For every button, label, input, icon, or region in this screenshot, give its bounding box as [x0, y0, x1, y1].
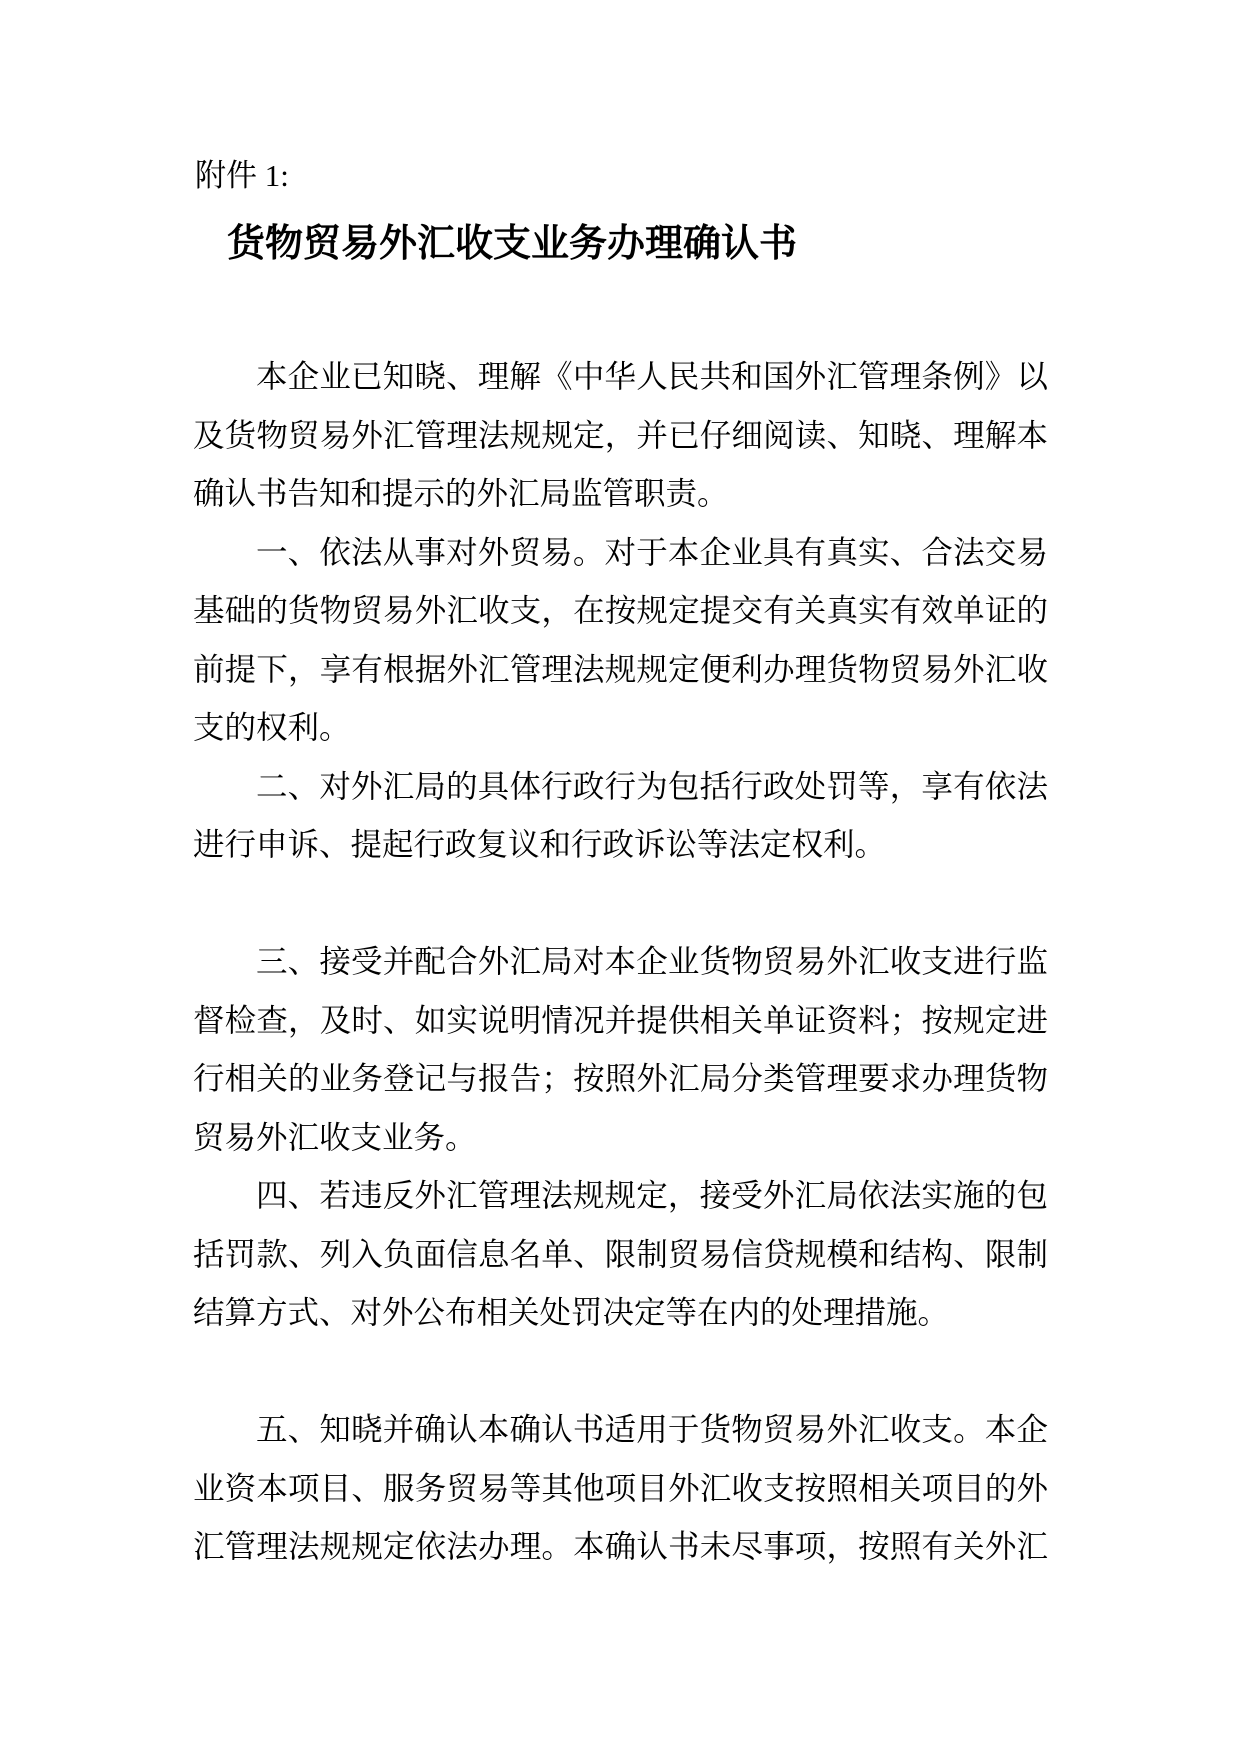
paragraph-line: 贸易外汇收支业务。 — [193, 1119, 477, 1155]
paragraph-line: 汇管理法规规定依法办理。本确认书未尽事项，按照有关外汇 — [193, 1529, 1048, 1564]
document-title: 货物贸易外汇收支业务办理确认书 — [227, 223, 798, 265]
paragraph-line: 二、对外汇局的具体行政行为包括行政处罚等，享有依法 — [256, 768, 1048, 804]
paragraph — [193, 933, 1048, 1167]
paragraph — [193, 348, 1048, 524]
paragraph-line: 三、接受并配合外汇局对本企业货物贸易外汇收支进行监 — [256, 944, 1048, 979]
paragraph-line: 及货物贸易外汇管理法规规定，并已仔细阅读、知晓、理解本 — [193, 417, 1048, 453]
document-body — [193, 348, 1048, 1577]
paragraph-line: 基础的货物贸易外汇收支，在按规定提交有关真实有效单证的 — [193, 593, 1048, 628]
paragraph-line: 结算方式、对外公布相关处罚决定等在内的处理措施。 — [193, 1295, 950, 1330]
paragraph-line: 一、依法从事对外贸易。对于本企业具有真实、合法交易 — [256, 534, 1048, 570]
paragraph-line: 本企业已知晓、理解《中华人民共和国外汇管理条例》以 — [256, 359, 1048, 394]
paragraph-line: 括罚款、列入负面信息名单、限制贸易信贷规模和结构、限制 — [193, 1236, 1048, 1272]
paragraph-line: 进行申诉、提起行政复议和行政诉讼等法定权利。 — [193, 827, 887, 862]
paragraph-line: 前提下，享有根据外汇管理法规规定便利办理货物贸易外汇收 — [193, 651, 1048, 687]
paragraph-line: 业资本项目、服务贸易等其他项目外汇收支按照相关项目的外 — [193, 1470, 1048, 1506]
paragraph-line: 五、知晓并确认本确认书适用于货物贸易外汇收支。本企 — [256, 1412, 1048, 1447]
paragraph-line: 支的权利。 — [193, 710, 351, 745]
paragraph-line: 督检查，及时、如实说明情况并提供相关单证资料；按规定进 — [193, 1002, 1048, 1038]
paragraph — [193, 1167, 1048, 1343]
paragraph-line: 确认书告知和提示的外汇局监管职责。 — [193, 476, 729, 511]
paragraph — [193, 758, 1048, 875]
attachment-label: 附件 1: — [195, 158, 289, 193]
paragraph — [193, 524, 1048, 758]
paragraph-line: 四、若违反外汇管理法规规定，接受外汇局依法实施的包 — [256, 1178, 1048, 1213]
paragraph-line: 行相关的业务登记与报告；按照外汇局分类管理要求办理货物 — [193, 1061, 1048, 1096]
paragraph — [193, 1401, 1048, 1577]
